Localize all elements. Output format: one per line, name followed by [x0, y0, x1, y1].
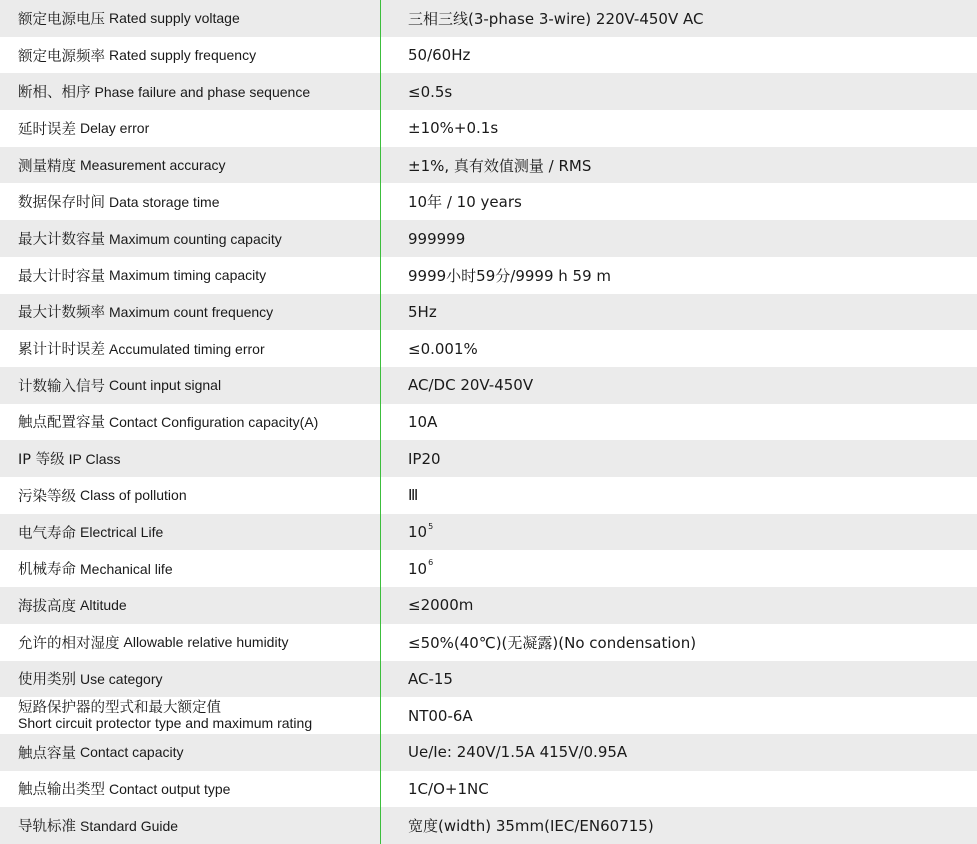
label-chinese: 断相、相序	[18, 85, 91, 102]
label-chinese: 允许的相对湿度	[18, 635, 120, 652]
row-value	[408, 404, 968, 441]
row-label	[18, 661, 380, 698]
label-english: Electrical Life	[80, 524, 164, 541]
row-label	[18, 367, 380, 404]
label-chinese: 额定电源电压	[18, 11, 105, 28]
table-row	[0, 661, 977, 698]
row-label	[18, 734, 380, 771]
table-row	[0, 110, 977, 147]
row-value	[408, 440, 968, 477]
row-label	[18, 0, 380, 37]
value-exponent: 6	[428, 558, 434, 568]
label-english: Maximum timing capacity	[109, 267, 267, 284]
row-label	[18, 330, 380, 367]
label-english: Data storage time	[109, 193, 220, 210]
table-row	[0, 367, 977, 404]
label-english: Measurement accuracy	[80, 157, 226, 174]
row-value	[408, 220, 968, 257]
table-row	[0, 294, 977, 331]
label-chinese: 最大计时容量	[18, 268, 105, 285]
label-chinese: 测量精度	[18, 158, 76, 175]
table-row	[0, 624, 977, 661]
label-english: Rated supply voltage	[109, 10, 240, 27]
table-row	[0, 147, 977, 184]
row-label	[18, 807, 380, 844]
row-value	[408, 697, 968, 734]
value-text: ≤2000m	[408, 596, 474, 615]
label-chinese: 累计计时误差	[18, 342, 105, 359]
table-row	[0, 697, 977, 734]
row-label	[18, 110, 380, 147]
row-value	[408, 477, 968, 514]
value-text: ≤50%(40℃)(无凝露)(No condensation)	[408, 633, 697, 652]
row-label	[18, 73, 380, 110]
row-value	[408, 807, 968, 844]
row-label	[18, 220, 380, 257]
label-chinese: 导轨标准	[18, 819, 76, 836]
row-label	[18, 624, 380, 661]
label-english: Short circuit protector type and maximum rating	[18, 714, 313, 731]
label-chinese: 计数输入信号	[18, 378, 105, 395]
row-value	[408, 330, 968, 367]
value-text: 10A	[408, 412, 438, 431]
row-value	[408, 257, 968, 294]
value-text: Ⅲ	[408, 486, 419, 505]
row-label	[18, 404, 380, 441]
label-chinese: 数据保存时间	[18, 195, 105, 212]
label-english: Allowable relative humidity	[123, 634, 289, 651]
table-row	[0, 771, 977, 808]
table-row	[0, 734, 977, 771]
row-value	[408, 147, 968, 184]
row-label	[18, 257, 380, 294]
label-english: Maximum counting capacity	[109, 230, 282, 247]
row-label	[18, 147, 380, 184]
row-label	[18, 550, 380, 587]
label-english: Contact capacity	[80, 744, 184, 761]
value-text: 9999小时59分/9999 h 59 m	[408, 266, 611, 285]
row-label	[18, 771, 380, 808]
row-value	[408, 37, 968, 74]
label-english: Rated supply frequency	[109, 47, 257, 64]
label-chinese: 最大计数容量	[18, 232, 105, 249]
table-row	[0, 220, 977, 257]
value-text: NT00-6A	[408, 706, 473, 725]
label-english: Accumulated timing error	[109, 340, 265, 357]
label-chinese: 额定电源频率	[18, 48, 105, 65]
row-value	[408, 110, 968, 147]
value-text: AC/DC 20V-450V	[408, 376, 534, 395]
table-row	[0, 0, 977, 37]
row-label	[18, 587, 380, 624]
label-chinese: 海拔高度	[18, 598, 76, 615]
table-row	[0, 330, 977, 367]
row-value	[408, 514, 968, 551]
label-english: Count input signal	[109, 377, 222, 394]
value-text: 5Hz	[408, 302, 437, 321]
label-english: Class of pollution	[80, 487, 187, 504]
label-chinese: 触点配置容量	[18, 415, 105, 432]
row-value	[408, 183, 968, 220]
label-english: Maximum count frequency	[109, 303, 274, 320]
label-chinese: 短路保护器的型式和最大额定值	[18, 699, 221, 716]
value-text: IP20	[408, 449, 441, 468]
value-exponent: 5	[428, 521, 434, 531]
label-chinese: 触点输出类型	[18, 782, 105, 799]
value-text: ±1%, 真有效值测量 / RMS	[408, 156, 592, 175]
row-label	[18, 183, 380, 220]
row-value	[408, 73, 968, 110]
value-text: 三相三线(3-phase 3-wire) 220V-450V AC	[408, 9, 704, 28]
row-value	[408, 0, 968, 37]
table-row	[0, 440, 977, 477]
value-text: 10	[408, 523, 428, 542]
value-text: 50/60Hz	[408, 46, 471, 65]
value-text: 1C/O+1NC	[408, 779, 489, 798]
row-value	[408, 734, 968, 771]
row-label	[18, 440, 380, 477]
row-value	[408, 624, 968, 661]
row-label	[18, 514, 380, 551]
column-divider	[380, 0, 381, 844]
row-label	[18, 697, 380, 734]
table-row	[0, 587, 977, 624]
row-value	[408, 771, 968, 808]
label-english: Mechanical life	[80, 560, 173, 577]
table-row	[0, 37, 977, 74]
value-text: 10年 / 10 years	[408, 193, 522, 212]
row-label	[18, 294, 380, 331]
label-english: Contact Configuration capacity(A)	[109, 413, 319, 430]
label-english: Altitude	[80, 597, 127, 614]
label-chinese: 使用类别	[18, 672, 76, 689]
label-chinese: 延时误差	[18, 121, 76, 138]
label-chinese: 最大计数频率	[18, 305, 105, 322]
label-chinese: 电气寿命	[18, 525, 76, 542]
label-chinese: 机械寿命	[18, 562, 76, 579]
value-text: ≤0.5s	[408, 82, 453, 101]
value-text: ±10%+0.1s	[408, 119, 499, 138]
row-label	[18, 37, 380, 74]
label-english: Delay error	[80, 120, 150, 137]
value-text: 10	[408, 559, 428, 578]
label-english: Use category	[80, 670, 163, 687]
table-row	[0, 404, 977, 441]
label-chinese: IP 等级	[18, 452, 65, 469]
label-english: Standard Guide	[80, 817, 179, 834]
table-row	[0, 550, 977, 587]
value-text: 999999	[408, 229, 466, 248]
table-row	[0, 73, 977, 110]
row-value	[408, 294, 968, 331]
value-text: 宽度(width) 35mm(IEC/EN60715)	[408, 817, 654, 836]
row-value	[408, 587, 968, 624]
label-chinese: 污染等级	[18, 488, 76, 505]
value-text: Ue/Ie: 240V/1.5A 415V/0.95A	[408, 743, 628, 762]
table-row	[0, 477, 977, 514]
label-english: Phase failure and phase sequence	[94, 83, 311, 100]
label-chinese: 触点容量	[18, 745, 76, 762]
table-row	[0, 183, 977, 220]
row-value	[408, 550, 968, 587]
value-text: AC-15	[408, 669, 453, 688]
row-value	[408, 367, 968, 404]
table-row	[0, 257, 977, 294]
table-row	[0, 514, 977, 551]
table-row	[0, 807, 977, 844]
row-value	[408, 661, 968, 698]
value-text: ≤0.001%	[408, 339, 478, 358]
row-label	[18, 477, 380, 514]
label-english: Contact output type	[109, 780, 231, 797]
label-english: IP Class	[68, 450, 121, 467]
